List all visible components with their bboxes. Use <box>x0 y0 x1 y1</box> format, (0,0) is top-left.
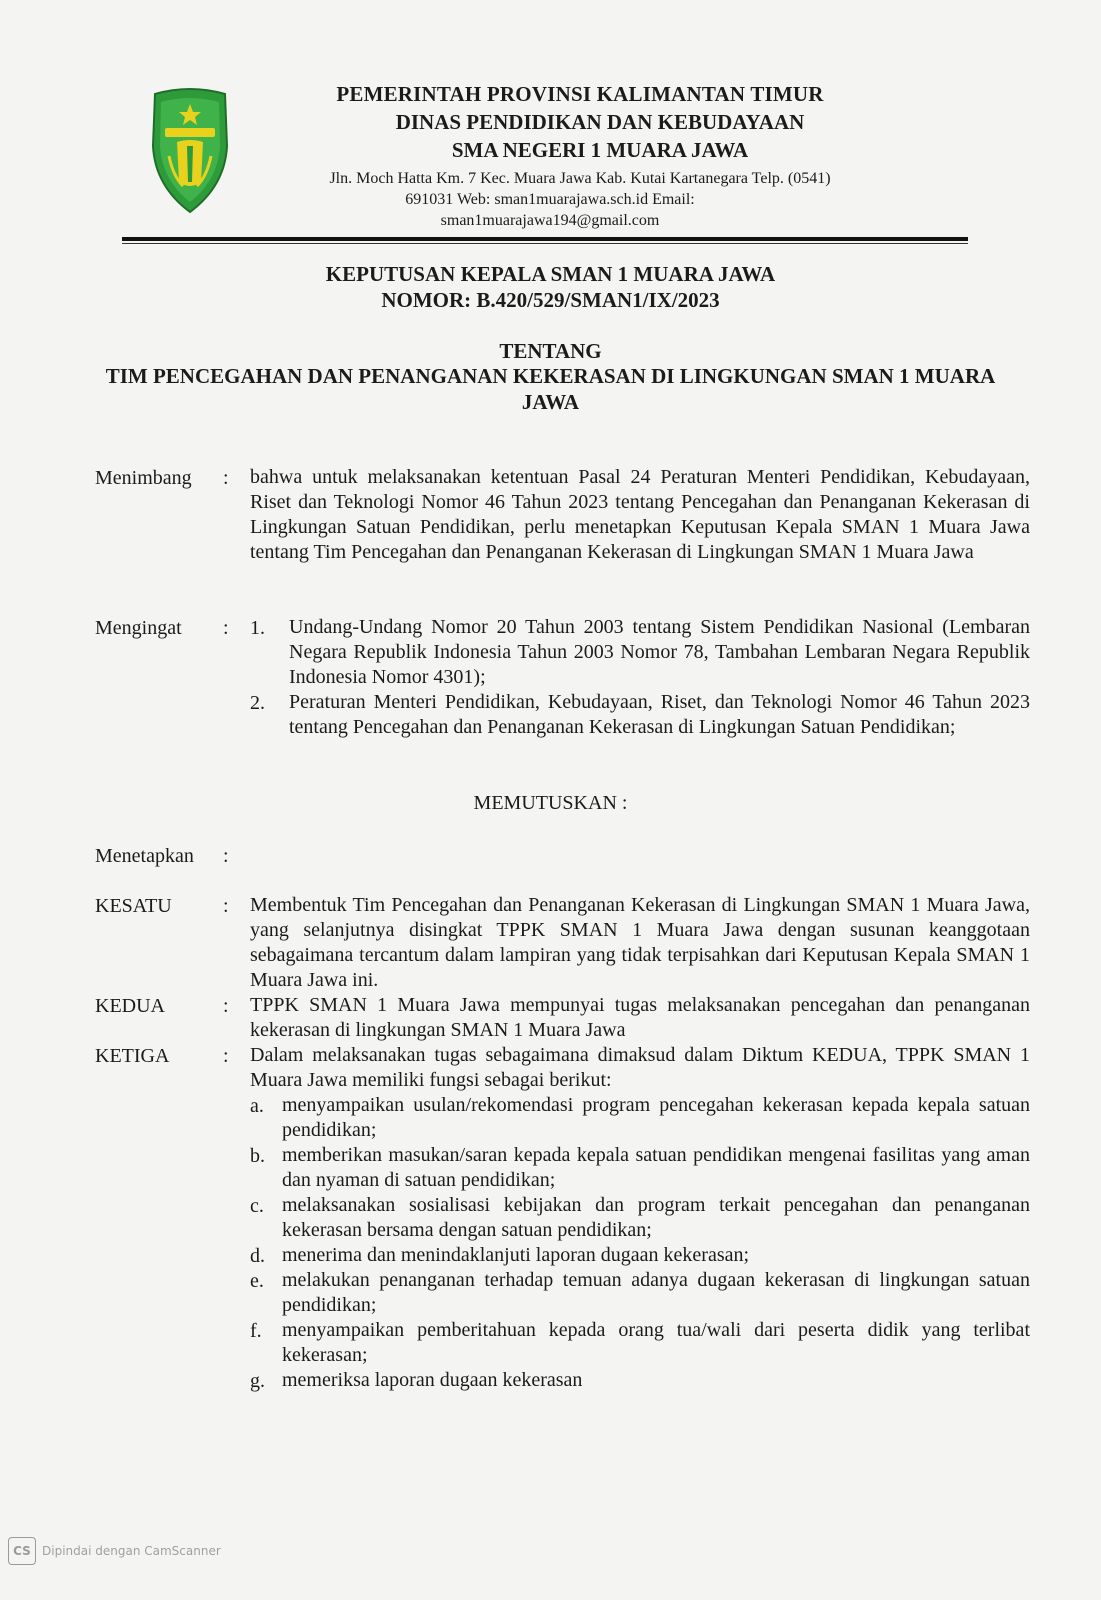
function-item-letter: d. <box>250 1245 265 1267</box>
decree-subject-line-2: JAWA <box>521 390 580 414</box>
function-item-text: melakukan penanganan terhadap temuan adanya dugaan kekerasan di lingkungan satuan pendidikan; <box>282 1269 1030 1316</box>
mengingat-item-number: 2. <box>250 692 265 714</box>
mengingat-item-number: 1. <box>250 617 265 639</box>
kedua-label: KEDUA <box>95 995 165 1017</box>
letterhead-divider-thin <box>122 243 968 244</box>
government-name: PEMERINTAH PROVINSI KALIMANTAN TIMUR <box>336 82 824 106</box>
camscanner-logo-icon: CS <box>8 1537 36 1565</box>
mengingat-item-text: Undang-Undang Nomor 20 Tahun 2003 tentang Sistem Pendidikan Nasional (Lembaran Negara Republik Indonesia Tahun 2003 Nomor 78, Tambahan Lembaran Negara Republik Indonesia Nomor 4301); <box>289 616 1030 688</box>
camscanner-watermark <box>8 1536 221 1566</box>
about-heading: TENTANG <box>499 339 602 363</box>
colon: : <box>223 845 229 867</box>
function-item-text: menerima dan menindaklanjuti laporan dugaan kekerasan; <box>282 1244 750 1266</box>
mengingat-label: Mengingat <box>95 617 182 639</box>
menetapkan-label: Menetapkan <box>95 845 194 867</box>
menimbang-text: bahwa untuk melaksanakan ketentuan Pasal 24 Peraturan Menteri Pendidikan, Kebudayaan, Riset dan Teknologi Nomor 46 Tahun 2023 tentang Pencegahan dan Penanganan Kekerasan di Lingkungan Satuan Pendidikan, perlu menetapkan Keputusan Kepala SMAN 1 Muara Jawa tentang Tim Pencegahan dan Penanganan Kekerasan di Lingkungan SMAN 1 Muara Jawa <box>250 466 1030 563</box>
colon: : <box>223 995 229 1017</box>
colon: : <box>223 1045 229 1067</box>
decree-number: NOMOR: B.420/529/SMAN1/IX/2023 <box>381 288 720 312</box>
function-item-letter: b. <box>250 1145 265 1167</box>
decree-title: KEPUTUSAN KEPALA SMAN 1 MUARA JAWA <box>325 262 776 286</box>
memutuskan-heading: MEMUTUSKAN : <box>473 792 628 814</box>
kesatu-text: Membentuk Tim Pencegahan dan Penanganan Kekerasan di Lingkungan SMAN 1 Muara Jawa, yang selanjutnya disingkat TPPK SMAN 1 Muara Jawa dengan susunan keanggotaan sebagaimana tercantum dalam lampiran yang tidak terpisahkan dari Keputusan Kepala SMAN 1 Muara Jawa ini. <box>250 894 1030 991</box>
function-item-letter: e. <box>250 1270 264 1292</box>
school-address <box>260 168 900 231</box>
function-item-letter: c. <box>250 1195 264 1217</box>
school-name: SMA NEGERI 1 MUARA JAWA <box>451 138 749 162</box>
camscanner-text: Dipindai dengan CamScanner <box>42 1544 221 1558</box>
colon: : <box>223 617 229 639</box>
ketiga-label: KETIGA <box>95 1045 170 1067</box>
colon: : <box>223 895 229 917</box>
function-item-text: menyampaikan pemberitahuan kepada orang tua/wali dari peserta didik yang terlibat kekerasan; <box>282 1319 1030 1366</box>
function-item-text: menyampaikan usulan/rekomendasi program pencegahan kekerasan kepada kepala satuan pendidikan; <box>282 1094 1030 1141</box>
kedua-text: TPPK SMAN 1 Muara Jawa mempunyai tugas melaksanakan pencegahan dan penanganan kekerasan di lingkungan SMAN 1 Muara Jawa <box>250 994 1030 1041</box>
address-line-2: 691031 Web: sman1muarajawa.sch.id Email: <box>405 191 695 208</box>
address-line-3: sman1muarajawa194@gmail.com <box>440 212 660 229</box>
mengingat-item-text: Peraturan Menteri Pendidikan, Kebudayaan, Riset, dan Teknologi Nomor 46 Tahun 2023 tentang Pencegahan dan Penanganan Kekerasan di Lingkungan Satuan Pendidikan; <box>289 691 1030 738</box>
address-line-1: Jln. Moch Hatta Km. 7 Kec. Muara Jawa Kab. Kutai Kartanegara Telp. (0541) <box>329 170 831 187</box>
menimbang-label: Menimbang <box>95 467 192 489</box>
colon: : <box>223 467 229 489</box>
decree-subject-line-1: TIM PENCEGAHAN DAN PENANGANAN KEKERASAN DI LINGKUNGAN SMAN 1 MUARA <box>105 364 996 388</box>
kesatu-label: KESATU <box>95 895 172 917</box>
function-item-letter: g. <box>250 1370 265 1392</box>
function-item-letter: a. <box>250 1095 264 1117</box>
agency-name: DINAS PENDIDIKAN DAN KEBUDAYAAN <box>395 110 805 134</box>
function-item-text: melaksanakan sosialisasi kebijakan dan program terkait pencegahan dan penanganan kekerasan bersama dengan satuan pendidikan; <box>282 1194 1030 1241</box>
ketiga-text: Dalam melaksanakan tugas sebagaimana dimaksud dalam Diktum KEDUA, TPPK SMAN 1 Muara Jawa memiliki fungsi sebagai berikut: <box>250 1044 1030 1091</box>
letterhead-divider <box>122 237 968 241</box>
function-item-text: memberikan masukan/saran kepada kepala satuan pendidikan mengenai fasilitas yang aman dan nyaman di satuan pendidikan; <box>282 1144 1030 1191</box>
function-item-letter: f. <box>250 1320 262 1342</box>
function-item-text: memeriksa laporan dugaan kekerasan <box>282 1369 583 1391</box>
